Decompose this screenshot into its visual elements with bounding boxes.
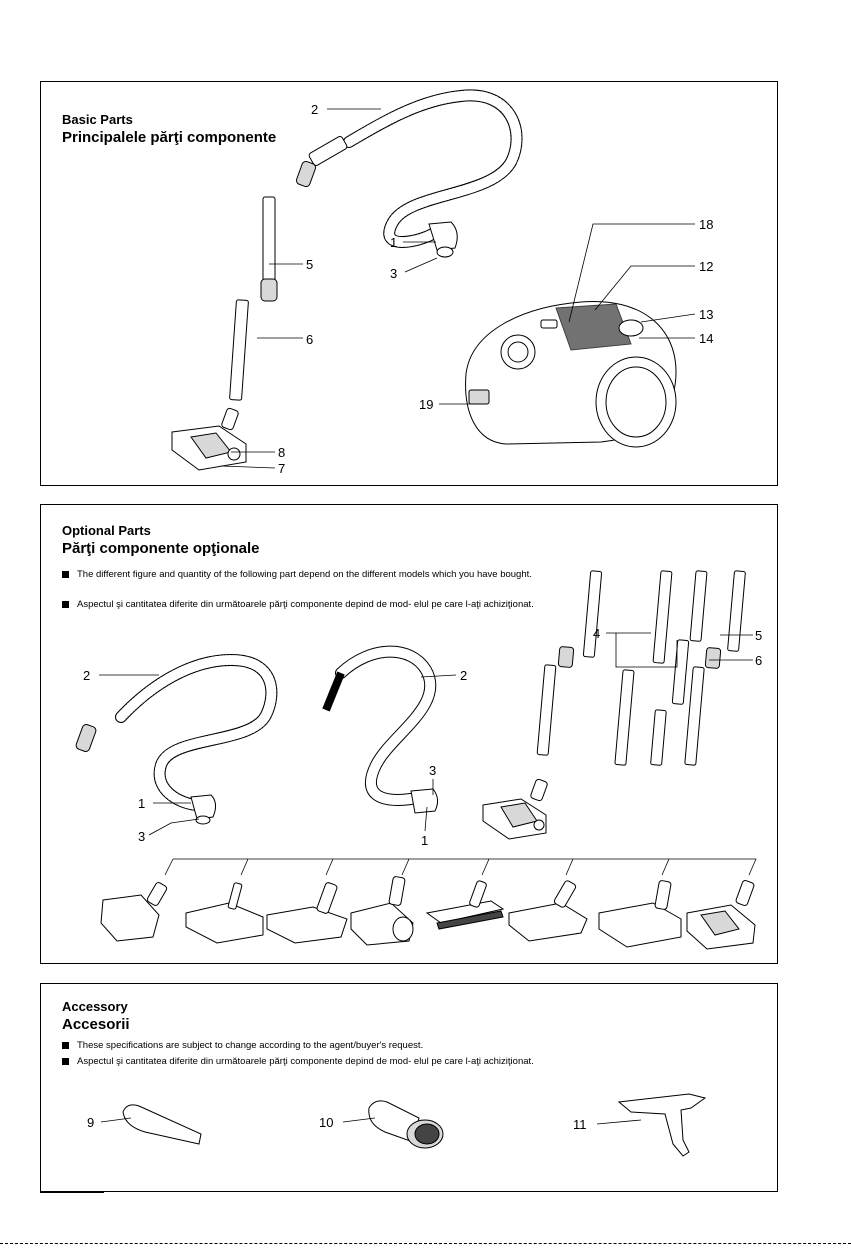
callout-12: 12 <box>699 259 714 274</box>
callout-19: 19 <box>419 397 434 412</box>
callout-1a: 1 <box>138 796 146 811</box>
accessory-panel <box>40 983 778 1192</box>
hose-b-illustration <box>326 652 438 813</box>
accessory-subtitle: Accesorii <box>62 1016 130 1033</box>
optional-note-2: Aspectul şi cantitatea diferite din următoarele părţi componente depind de mod- elul pe care l-aţi achiziţionat. <box>62 599 542 611</box>
callout-9: 9 <box>87 1115 95 1130</box>
pipes-illustration <box>537 571 745 766</box>
vacuum-body-illustration <box>466 301 676 447</box>
hose-illustration <box>295 95 516 257</box>
callout-7: 7 <box>278 461 286 476</box>
callout-13: 13 <box>699 307 714 322</box>
footer-rule <box>40 1192 104 1193</box>
callout-2a: 2 <box>83 668 91 683</box>
callout-5b: 5 <box>755 628 763 643</box>
hose-a-illustration <box>75 660 271 824</box>
callout-18: 18 <box>699 217 714 232</box>
accessory-note-1: These specifications are subject to change according to the agent/buyer's request. <box>62 1040 762 1052</box>
callout-2b: 2 <box>460 668 468 683</box>
optional-parts-title: Optional Parts <box>62 523 151 538</box>
callout-3: 3 <box>390 266 398 281</box>
accessory-title: Accessory <box>62 999 128 1014</box>
bottom-dashed-rule <box>0 1243 851 1244</box>
basic-parts-panel <box>40 81 778 486</box>
optional-parts-panel <box>40 504 778 964</box>
accessory-illustration <box>41 984 779 1193</box>
callout-6: 6 <box>306 332 314 347</box>
optional-parts-subtitle: Părţi componente opţionale <box>62 540 260 557</box>
accessory-note-2: Aspectul şi cantitatea diferite din următoarele părţi componente depind de mod- elul pe care l-aţi achiziţionat. <box>62 1056 762 1068</box>
optional-parts-illustration <box>41 505 779 965</box>
callout-8: 8 <box>278 445 286 460</box>
telescopic-pipe-illustration <box>230 197 277 400</box>
crevice-tool-illustration <box>123 1105 201 1144</box>
basic-parts-title: Basic Parts <box>62 112 133 127</box>
floor-nozzle-illustration <box>172 408 246 470</box>
optional-nozzle-illustration <box>483 779 548 839</box>
callout-4: 4 <box>593 626 601 641</box>
callout-1b: 1 <box>421 833 429 848</box>
upholstery-tool-illustration <box>619 1094 705 1156</box>
nozzle-row-illustration <box>101 876 755 949</box>
callout-3b: 3 <box>429 763 437 778</box>
basic-parts-illustration <box>41 82 779 487</box>
callout-6b: 6 <box>755 653 763 668</box>
callout-11: 11 <box>573 1117 587 1132</box>
callout-10: 10 <box>319 1115 334 1130</box>
basic-parts-subtitle: Principalele părţi componente <box>62 129 277 146</box>
nozzle-bracket <box>165 859 756 875</box>
callout-1: 1 <box>390 235 398 250</box>
callout-14: 14 <box>699 331 714 346</box>
dusting-brush-illustration <box>369 1101 443 1148</box>
callout-5: 5 <box>306 257 314 272</box>
optional-note-1: The different figure and quantity of the following part depend on the different models which you have bought. <box>62 569 542 581</box>
callout-3a: 3 <box>138 829 146 844</box>
callout-2: 2 <box>311 102 319 117</box>
